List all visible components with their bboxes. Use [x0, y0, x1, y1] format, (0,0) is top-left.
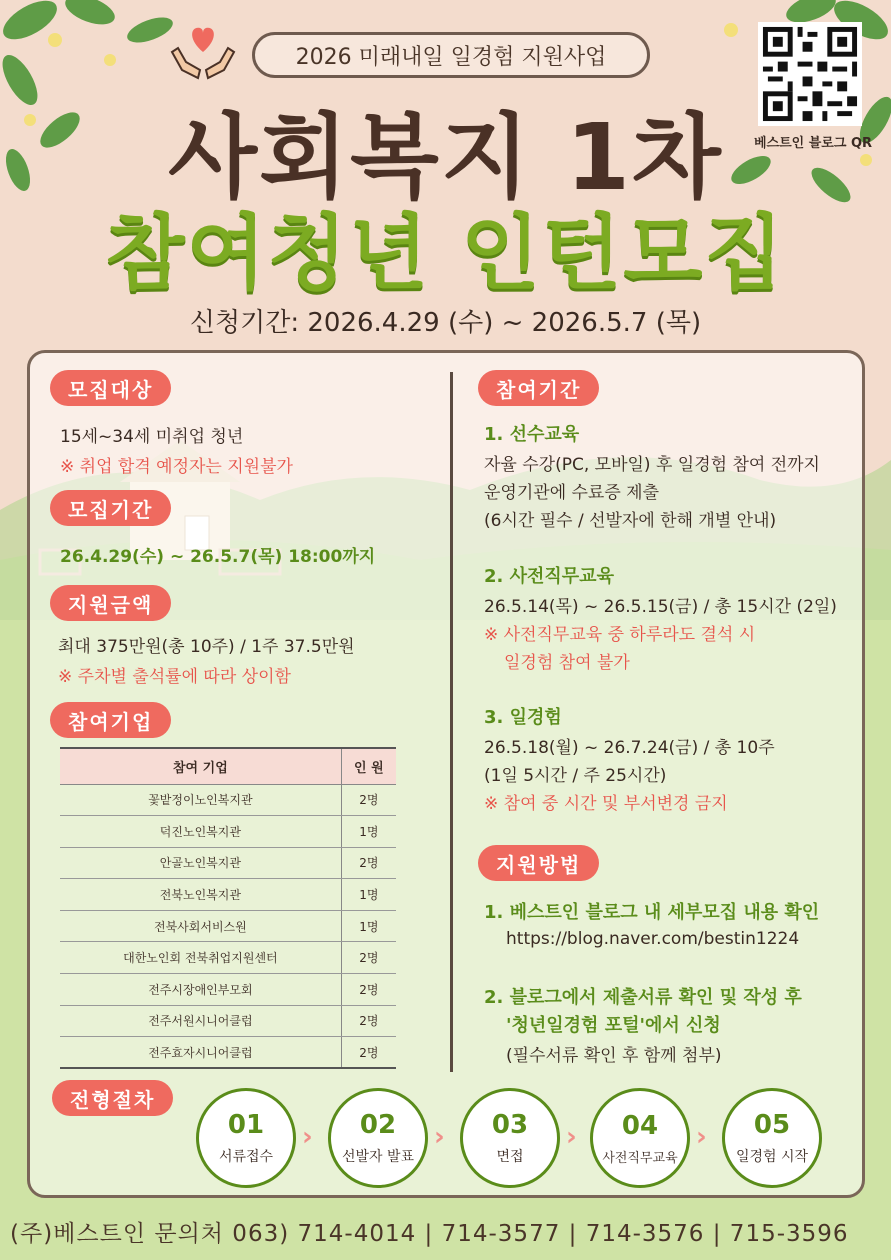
table-header-count: 인 원 — [341, 748, 396, 784]
amount-text: 최대 375만원(총 10주) / 1주 37.5만원 — [58, 637, 355, 657]
company-count: 2명 — [341, 1005, 396, 1037]
chevron-right-icon: › — [696, 1122, 707, 1152]
companies-label: 참여기업 — [50, 702, 171, 738]
recruit-period-label: 모집기간 — [50, 490, 171, 526]
contact-footer: (주)베스트인 문의처 063) 714-4014 | 714-3577 | 714-3576 | 715-3596 — [10, 1221, 849, 1247]
step-label: 사전직무교육 — [602, 1150, 678, 1166]
company-count: 2명 — [341, 847, 396, 879]
table-row — [60, 784, 396, 816]
step2-title: 2. 사전직무교육 — [484, 566, 614, 587]
process-label: 전형절차 — [52, 1080, 173, 1116]
table-header-company: 참여 기업 — [60, 748, 341, 784]
company-name: 덕진노인복지관 — [60, 816, 341, 848]
application-period: 신청기간: 2026.4.29 (수) ~ 2026.5.7 (목) — [189, 308, 702, 338]
apply-item2-line2: '청년일경험 포털'에서 신청 — [506, 1015, 721, 1036]
company-name: 전주서원시니어클럽 — [60, 1005, 341, 1037]
table-row — [60, 879, 396, 911]
step-number: 01 — [227, 1110, 265, 1140]
step-label: 서류접수 — [218, 1149, 274, 1165]
target-label: 모집대상 — [50, 370, 171, 406]
step2-note2: 일경험 참여 불가 — [504, 653, 630, 673]
chevron-right-icon: › — [302, 1122, 313, 1152]
process-step-1 — [196, 1088, 296, 1188]
apply-label: 지원방법 — [478, 845, 599, 881]
company-count: 1명 — [341, 910, 396, 942]
amount-label: 지원금액 — [50, 585, 171, 621]
step3-title: 3. 일경험 — [484, 707, 562, 728]
company-name: 안골노인복지관 — [60, 847, 341, 879]
step1-line1: 자율 수강(PC, 모바일) 후 일경험 참여 전까지 — [484, 455, 820, 475]
company-name: 전주시장애인부모회 — [60, 974, 341, 1006]
company-name: 전북노인복지관 — [60, 879, 341, 911]
step3-line1: 26.5.18(월) ~ 26.7.24(금) / 총 10주 — [484, 738, 775, 758]
apply-item2-line3: (필수서류 확인 후 함께 첨부) — [506, 1046, 722, 1066]
step-label: 일경험 시작 — [735, 1149, 809, 1165]
company-count: 1명 — [341, 816, 396, 848]
apply-blog-link[interactable]: https://blog.naver.com/bestin1224 — [506, 929, 800, 949]
step2-line1: 26.5.14(목) ~ 26.5.15(금) / 총 15시간 (2일) — [484, 597, 837, 617]
step-label: 선발자 발표 — [341, 1149, 415, 1165]
sub-title: 참여청년 인턴모집 — [105, 206, 786, 301]
qr-label: 베스트인 블로그 QR — [753, 136, 873, 151]
process-step-4 — [590, 1088, 690, 1188]
company-count: 1명 — [341, 879, 396, 911]
apply-item2-title: 2. 블로그에서 제출서류 확인 및 작성 후 — [484, 987, 802, 1008]
company-count: 2명 — [341, 784, 396, 816]
apply-item1-title: 1. 베스트인 블로그 내 세부모집 내용 확인 — [484, 902, 820, 923]
table-row — [60, 1005, 396, 1037]
chevron-right-icon: › — [434, 1122, 445, 1152]
amount-note: ※ 주차별 출석률에 따라 상이함 — [58, 667, 291, 687]
target-text: 15세~34세 미취업 청년 — [60, 427, 244, 447]
table-row — [60, 847, 396, 879]
chevron-right-icon: › — [566, 1122, 577, 1152]
step3-line2: (1일 5시간 / 주 25시간) — [484, 766, 667, 786]
step-number: 05 — [753, 1110, 791, 1140]
program-name-pill: 2026 미래내일 일경험 지원사업 — [252, 32, 650, 78]
company-name: 전북사회서비스원 — [60, 910, 341, 942]
company-count: 2명 — [341, 942, 396, 974]
target-note: ※ 취업 합격 예정자는 지원불가 — [60, 457, 293, 477]
table-row — [60, 974, 396, 1006]
company-count: 2명 — [341, 1037, 396, 1069]
step3-note: ※ 참여 중 시간 및 부서변경 금지 — [484, 794, 728, 814]
process-step-5 — [722, 1088, 822, 1188]
column-divider — [450, 372, 453, 1072]
company-count: 2명 — [341, 974, 396, 1006]
table-row — [60, 816, 396, 848]
table-row — [60, 942, 396, 974]
heart-hands-icon — [168, 22, 238, 84]
company-name: 대한노인회 전북취업지원센터 — [60, 942, 341, 974]
table-row — [60, 910, 396, 942]
process-step-3 — [460, 1088, 560, 1188]
step1-title: 1. 선수교육 — [484, 424, 580, 445]
step-label: 면접 — [496, 1149, 524, 1165]
company-name: 전주효자시니어클럽 — [60, 1037, 341, 1069]
process-step-2 — [328, 1088, 428, 1188]
step1-line3: (6시간 필수 / 선발자에 한해 개별 안내) — [484, 511, 777, 531]
step-number: 02 — [359, 1110, 397, 1140]
participation-label: 참여기간 — [478, 370, 599, 406]
companies-table — [60, 747, 396, 1069]
company-name: 꽃밭정이노인복지관 — [60, 784, 341, 816]
main-title: 사회복지 1차 — [168, 104, 723, 211]
step2-note1: ※ 사전직무교육 중 하루라도 결석 시 — [484, 625, 756, 645]
step1-line2: 운영기관에 수료증 제출 — [484, 483, 660, 503]
table-row — [60, 1037, 396, 1069]
step-number: 04 — [621, 1110, 659, 1141]
recruit-period-value: 26.4.29(수) ~ 26.5.7(목) 18:00까지 — [60, 547, 376, 567]
step-number: 03 — [491, 1110, 529, 1140]
